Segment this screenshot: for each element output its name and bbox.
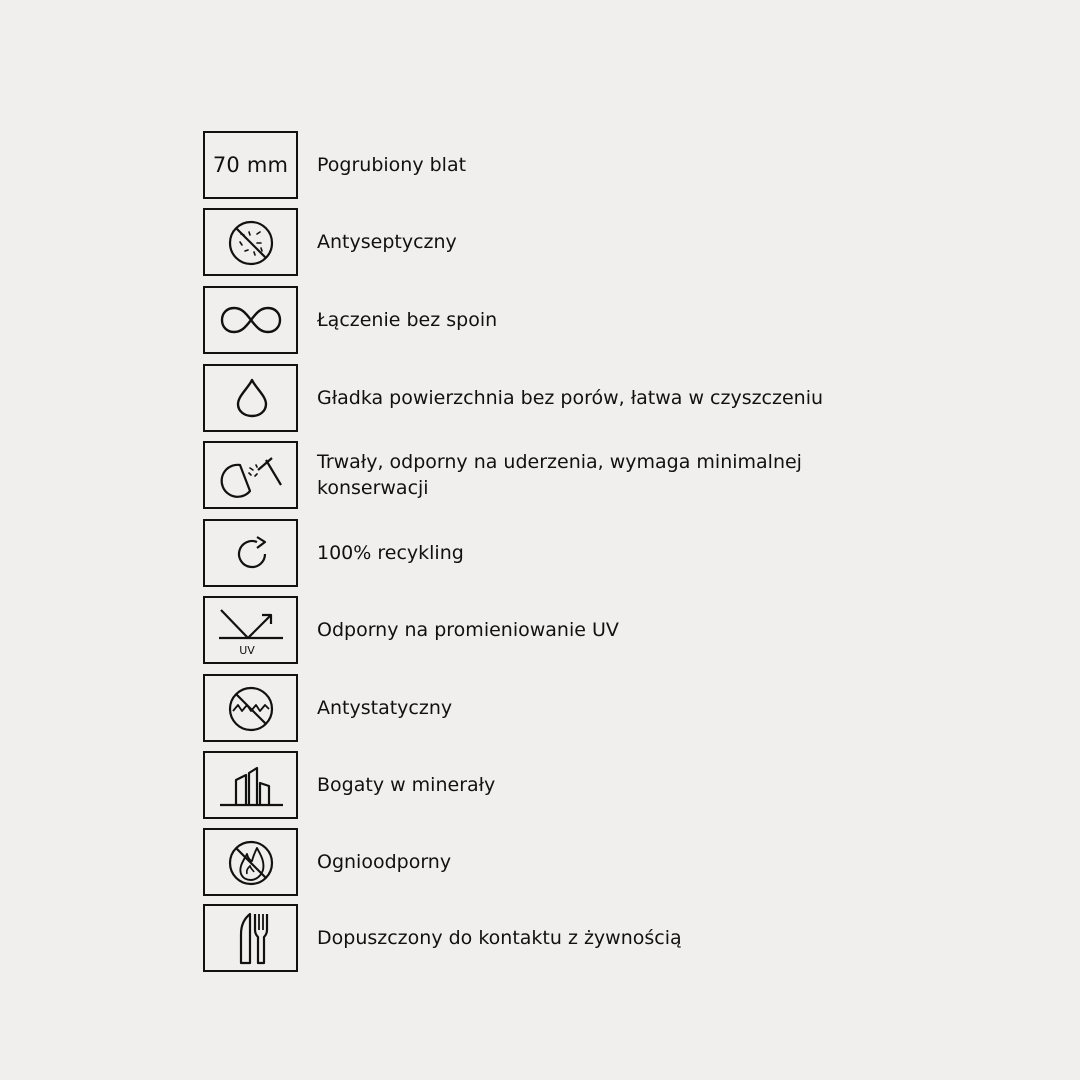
icon-frame xyxy=(203,674,298,742)
feature-fireproof xyxy=(203,828,863,898)
icon-frame xyxy=(203,828,298,896)
icon-frame xyxy=(203,519,298,587)
icon-frame xyxy=(203,286,298,354)
icon-frame xyxy=(203,904,298,972)
icon-frame xyxy=(203,208,298,276)
feature-label: Łączenie bez spoin xyxy=(317,309,498,331)
food-safe-icon xyxy=(205,906,296,970)
icon-frame xyxy=(203,751,298,819)
minerals-icon xyxy=(205,753,296,817)
feature-label: Dopuszczony do kontaktu z żywnością xyxy=(317,927,682,949)
fireproof-icon xyxy=(205,830,296,894)
icon-frame xyxy=(203,596,298,664)
feature-thick-countertop xyxy=(203,131,863,201)
feature-durable xyxy=(203,441,863,511)
thickness-icon xyxy=(203,131,298,199)
feature-uv-resistant xyxy=(203,596,863,666)
hammer-impact-icon xyxy=(205,443,296,507)
feature-antiseptic xyxy=(203,208,863,278)
water-drop-icon xyxy=(205,366,296,430)
uv-reflection-icon xyxy=(205,598,296,662)
feature-label: Trwały, odporny na uderzenia, wymaga minimalnej konserwacji xyxy=(317,451,802,499)
icon-frame xyxy=(203,364,298,432)
antistatic-icon xyxy=(205,676,296,740)
feature-antistatic xyxy=(203,674,863,744)
feature-label: Bogaty w minerały xyxy=(317,774,496,796)
antiseptic-icon xyxy=(205,210,296,274)
feature-label: Odporny na promieniowanie UV xyxy=(317,619,619,641)
feature-label: Antystatyczny xyxy=(317,697,453,719)
recycle-icon xyxy=(205,521,296,585)
feature-recycling xyxy=(203,519,863,589)
feature-seamless-joining xyxy=(203,286,863,356)
feature-label: Pogrubiony blat xyxy=(317,154,467,176)
feature-smooth-surface xyxy=(203,364,863,434)
icon-frame xyxy=(203,441,298,509)
feature-food-contact xyxy=(203,904,863,974)
feature-mineral-rich xyxy=(203,751,863,821)
feature-label: Antyseptyczny xyxy=(317,231,457,253)
uv-label: UV xyxy=(239,644,255,657)
feature-label: Ognioodporny xyxy=(317,851,452,873)
thickness-value: 70 mm xyxy=(212,153,289,177)
feature-label: 100% recykling xyxy=(317,542,464,564)
feature-label: Gładka powierzchnia bez porów, łatwa w czyszczeniu xyxy=(317,387,824,409)
infinity-icon xyxy=(205,288,296,352)
